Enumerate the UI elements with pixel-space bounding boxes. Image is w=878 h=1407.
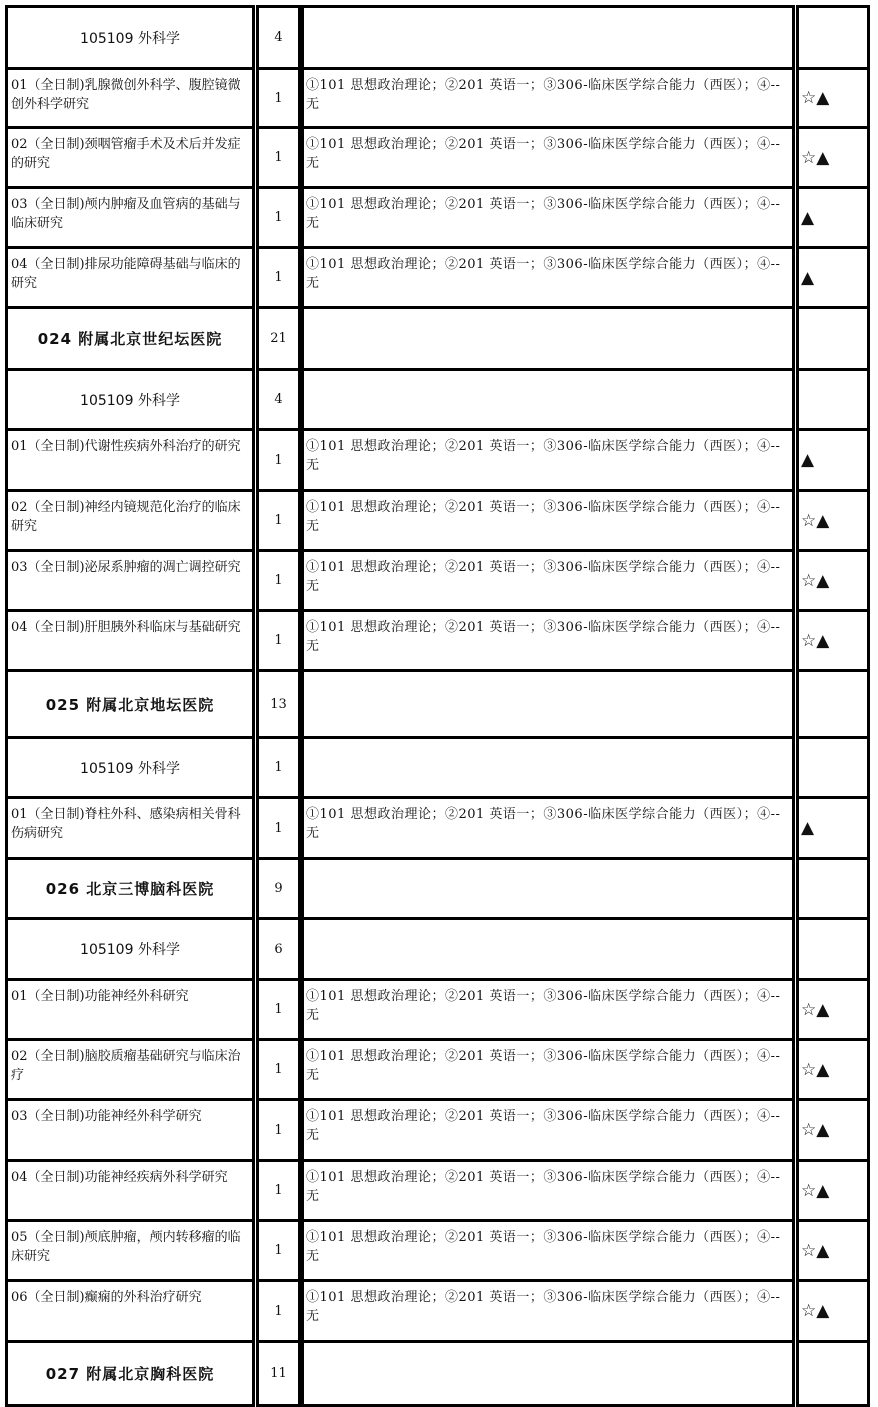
count-cell: 1 bbox=[256, 1219, 301, 1282]
count-cell: 1 bbox=[256, 736, 301, 799]
exam-subjects-cell bbox=[301, 5, 795, 70]
count-cell: 1 bbox=[256, 609, 301, 672]
exam-subjects-cell: ①101 思想政治理论；②201 英语一；③306-临床医学综合能力（西医）；④--无 bbox=[301, 609, 795, 672]
marks-cell bbox=[796, 368, 870, 431]
marks-cell: ☆▲ bbox=[796, 1038, 870, 1101]
name-cell: 025 附属北京地坛医院 bbox=[5, 669, 255, 739]
count-cell: 4 bbox=[256, 368, 301, 431]
name-cell: 03（全日制)颅内肿瘤及血管病的基础与临床研究 bbox=[5, 186, 255, 249]
exam-subjects-cell bbox=[301, 1340, 795, 1407]
count-cell: 4 bbox=[256, 5, 301, 70]
exam-subjects-cell: ①101 思想政治理论；②201 英语一；③306-临床医学综合能力（西医）；④--无 bbox=[301, 489, 795, 552]
exam-subjects-cell: ①101 思想政治理论；②201 英语一；③306-临床医学综合能力（西医）；④--无 bbox=[301, 1219, 795, 1282]
exam-subjects-cell: ①101 思想政治理论；②201 英语一；③306-临床医学综合能力（西医）；④--无 bbox=[301, 126, 795, 189]
count-cell: 1 bbox=[256, 1098, 301, 1162]
marks-cell: ☆▲ bbox=[796, 1279, 870, 1343]
exam-subjects-cell: ①101 思想政治理论；②201 英语一；③306-临床医学综合能力（西医）；④--无 bbox=[301, 246, 795, 309]
exam-subjects-cell: ①101 思想政治理论；②201 英语一；③306-临床医学综合能力（西医）；④--无 bbox=[301, 796, 795, 860]
marks-cell bbox=[796, 857, 870, 920]
name-cell: 04（全日制)排尿功能障碍基础与临床的研究 bbox=[5, 246, 255, 309]
exam-subjects-cell: ①101 思想政治理论；②201 英语一；③306-临床医学综合能力（西医）；④--无 bbox=[301, 67, 795, 129]
exam-subjects-cell: ①101 思想政治理论；②201 英语一；③306-临床医学综合能力（西医）；④--无 bbox=[301, 1159, 795, 1222]
count-cell: 1 bbox=[256, 186, 301, 249]
count-cell: 1 bbox=[256, 246, 301, 309]
exam-subjects-cell bbox=[301, 669, 795, 739]
count-cell: 21 bbox=[256, 306, 301, 371]
count-cell: 1 bbox=[256, 1159, 301, 1222]
name-cell: 105109 外科学 bbox=[5, 736, 255, 799]
marks-cell: ☆▲ bbox=[796, 978, 870, 1041]
name-cell: 024 附属北京世纪坛医院 bbox=[5, 306, 255, 371]
name-cell: 05（全日制)颅底肿瘤，颅内转移瘤的临床研究 bbox=[5, 1219, 255, 1282]
name-cell: 026 北京三博脑科医院 bbox=[5, 857, 255, 920]
exam-subjects-cell: ①101 思想政治理论；②201 英语一；③306-临床医学综合能力（西医）；④--无 bbox=[301, 1279, 795, 1343]
count-cell: 1 bbox=[256, 1279, 301, 1343]
exam-subjects-cell: ①101 思想政治理论；②201 英语一；③306-临床医学综合能力（西医）；④--无 bbox=[301, 1038, 795, 1101]
marks-cell bbox=[796, 1340, 870, 1407]
count-cell: 1 bbox=[256, 549, 301, 612]
count-cell: 1 bbox=[256, 489, 301, 552]
marks-cell: ☆▲ bbox=[796, 67, 870, 129]
marks-cell: ☆▲ bbox=[796, 489, 870, 552]
marks-cell bbox=[796, 306, 870, 371]
exam-subjects-cell bbox=[301, 368, 795, 431]
marks-cell: ▲ bbox=[796, 796, 870, 860]
name-cell: 04（全日制)肝胆胰外科临床与基础研究 bbox=[5, 609, 255, 672]
name-cell: 105109 外科学 bbox=[5, 368, 255, 431]
count-cell: 11 bbox=[256, 1340, 301, 1407]
count-cell: 13 bbox=[256, 669, 301, 739]
count-cell: 1 bbox=[256, 126, 301, 189]
marks-cell bbox=[796, 5, 870, 70]
count-cell: 6 bbox=[256, 917, 301, 981]
count-cell: 9 bbox=[256, 857, 301, 920]
exam-subjects-cell: ①101 思想政治理论；②201 英语一；③306-临床医学综合能力（西医）；④--无 bbox=[301, 1098, 795, 1162]
marks-cell: ☆▲ bbox=[796, 1159, 870, 1222]
name-cell: 03（全日制)泌尿系肿瘤的凋亡调控研究 bbox=[5, 549, 255, 612]
name-cell: 01（全日制)功能神经外科研究 bbox=[5, 978, 255, 1041]
count-cell: 1 bbox=[256, 67, 301, 129]
name-cell: 03（全日制)功能神经外科学研究 bbox=[5, 1098, 255, 1162]
marks-cell bbox=[796, 917, 870, 981]
exam-subjects-cell bbox=[301, 917, 795, 981]
name-cell: 027 附属北京胸科医院 bbox=[5, 1340, 255, 1407]
marks-cell: ☆▲ bbox=[796, 549, 870, 612]
marks-cell: ☆▲ bbox=[796, 1098, 870, 1162]
name-cell: 04（全日制)功能神经疾病外科学研究 bbox=[5, 1159, 255, 1222]
exam-subjects-cell bbox=[301, 306, 795, 371]
name-cell: 01（全日制)代谢性疾病外科治疗的研究 bbox=[5, 428, 255, 492]
marks-cell: ▲ bbox=[796, 246, 870, 309]
name-cell: 01（全日制)脊柱外科、感染病相关骨科伤病研究 bbox=[5, 796, 255, 860]
marks-cell bbox=[796, 669, 870, 739]
name-cell: 06（全日制)癫痫的外科治疗研究 bbox=[5, 1279, 255, 1343]
name-cell: 02（全日制)颈咽管瘤手术及术后并发症的研究 bbox=[5, 126, 255, 189]
marks-cell: ▲ bbox=[796, 186, 870, 249]
exam-subjects-cell: ①101 思想政治理论；②201 英语一；③306-临床医学综合能力（西医）；④--无 bbox=[301, 428, 795, 492]
count-cell: 1 bbox=[256, 796, 301, 860]
exam-subjects-cell bbox=[301, 736, 795, 799]
marks-cell: ☆▲ bbox=[796, 126, 870, 189]
count-cell: 1 bbox=[256, 1038, 301, 1101]
marks-cell: ☆▲ bbox=[796, 1219, 870, 1282]
name-cell: 02（全日制)神经内镜规范化治疗的临床研究 bbox=[5, 489, 255, 552]
exam-subjects-cell bbox=[301, 857, 795, 920]
exam-subjects-cell: ①101 思想政治理论；②201 英语一；③306-临床医学综合能力（西医）；④--无 bbox=[301, 186, 795, 249]
name-cell: 105109 外科学 bbox=[5, 5, 255, 70]
marks-cell: ▲ bbox=[796, 428, 870, 492]
marks-cell bbox=[796, 736, 870, 799]
count-cell: 1 bbox=[256, 428, 301, 492]
name-cell: 105109 外科学 bbox=[5, 917, 255, 981]
exam-subjects-cell: ①101 思想政治理论；②201 英语一；③306-临床医学综合能力（西医）；④--无 bbox=[301, 549, 795, 612]
name-cell: 02（全日制)脑胶质瘤基础研究与临床治疗 bbox=[5, 1038, 255, 1101]
exam-subjects-cell: ①101 思想政治理论；②201 英语一；③306-临床医学综合能力（西医）；④--无 bbox=[301, 978, 795, 1041]
name-cell: 01（全日制)乳腺微创外科学、腹腔镜微创外科学研究 bbox=[5, 67, 255, 129]
marks-cell: ☆▲ bbox=[796, 609, 870, 672]
count-cell: 1 bbox=[256, 978, 301, 1041]
